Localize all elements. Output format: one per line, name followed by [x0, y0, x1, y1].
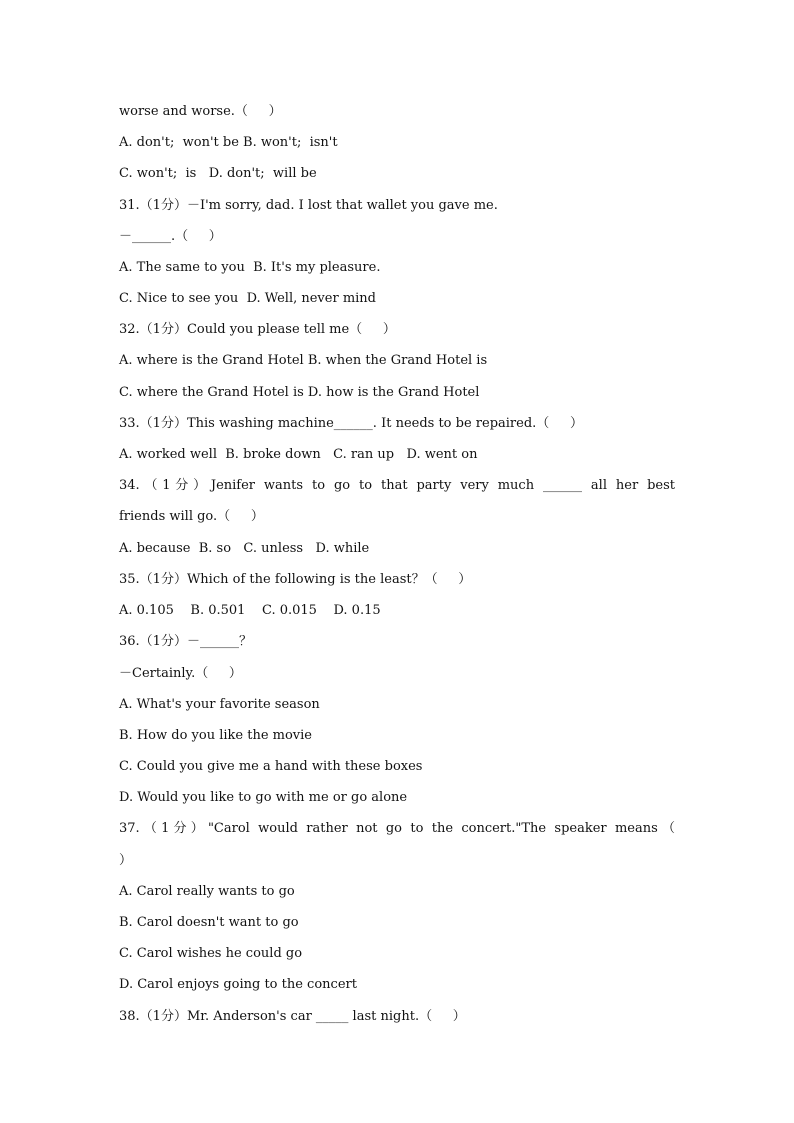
question-36-option-a: A. What's your favorite season	[119, 697, 320, 712]
question-36-option-d: D. Would you like to go with me or go alone	[119, 790, 408, 805]
question-30-option-ab: A. don't; won't be B. won't; isn't	[119, 135, 338, 150]
question-33-options: A. worked well B. broke down C. ran up D. went on	[119, 447, 478, 462]
question-34-stem-cont: friends will go.（ ）	[119, 509, 264, 524]
question-31-option-ab: A. The same to you B. It's my pleasure.	[119, 260, 381, 275]
question-34-stem: 34.（1分）Jenifer wants to go to that party very much ______ all her best	[119, 478, 675, 493]
question-37-option-a: A. Carol really wants to go	[119, 884, 295, 899]
question-38-stem: 38.（1分）Mr. Anderson's car _____ last night.（ ）	[119, 1009, 466, 1024]
question-36-reply: －Certainly.（ ）	[119, 666, 242, 681]
question-32-option-cd: C. where the Grand Hotel is D. how is the Grand Hotel	[119, 385, 480, 400]
question-30-option-cd: C. won't; is D. don't; will be	[119, 166, 317, 181]
question-34-options: A. because B. so C. unless D. while	[119, 541, 370, 556]
question-37-stem-cont: ）	[119, 853, 133, 868]
question-37-stem: 37.（1分）"Carol would rather not go to the concert."The speaker means（	[119, 821, 675, 836]
question-31-option-cd: C. Nice to see you D. Well, never mind	[119, 291, 376, 306]
question-37-option-c: C. Carol wishes he could go	[119, 946, 303, 961]
question-36-stem: 36.（1分）－______？	[119, 634, 252, 649]
question-36-option-b: B. How do you like the movie	[119, 728, 312, 743]
question-35-stem: 35.（1分）Which of the following is the least？（ ）	[119, 572, 472, 587]
question-37-option-b: B. Carol doesn't want to go	[119, 915, 299, 930]
question-31-stem: 31.（1分）－I'm sorry, dad. I lost that wallet you gave me.	[119, 198, 498, 213]
question-31-reply: －______.（ ）	[119, 229, 222, 244]
question-30-stem-end: worse and worse.（ ）	[119, 104, 282, 119]
question-32-stem: 32.（1分）Could you please tell me（ ）	[119, 322, 396, 337]
question-32-option-ab: A. where is the Grand Hotel B. when the Grand Hotel is	[119, 353, 488, 368]
question-37-option-d: D. Carol enjoys going to the concert	[119, 977, 357, 992]
question-33-stem: 33.（1分）This washing machine______. It needs to be repaired.（ ）	[119, 416, 583, 431]
question-35-options: A. 0.105 B. 0.501 C. 0.015 D. 0.15	[119, 603, 381, 618]
question-36-option-c: C. Could you give me a hand with these boxes	[119, 759, 423, 774]
